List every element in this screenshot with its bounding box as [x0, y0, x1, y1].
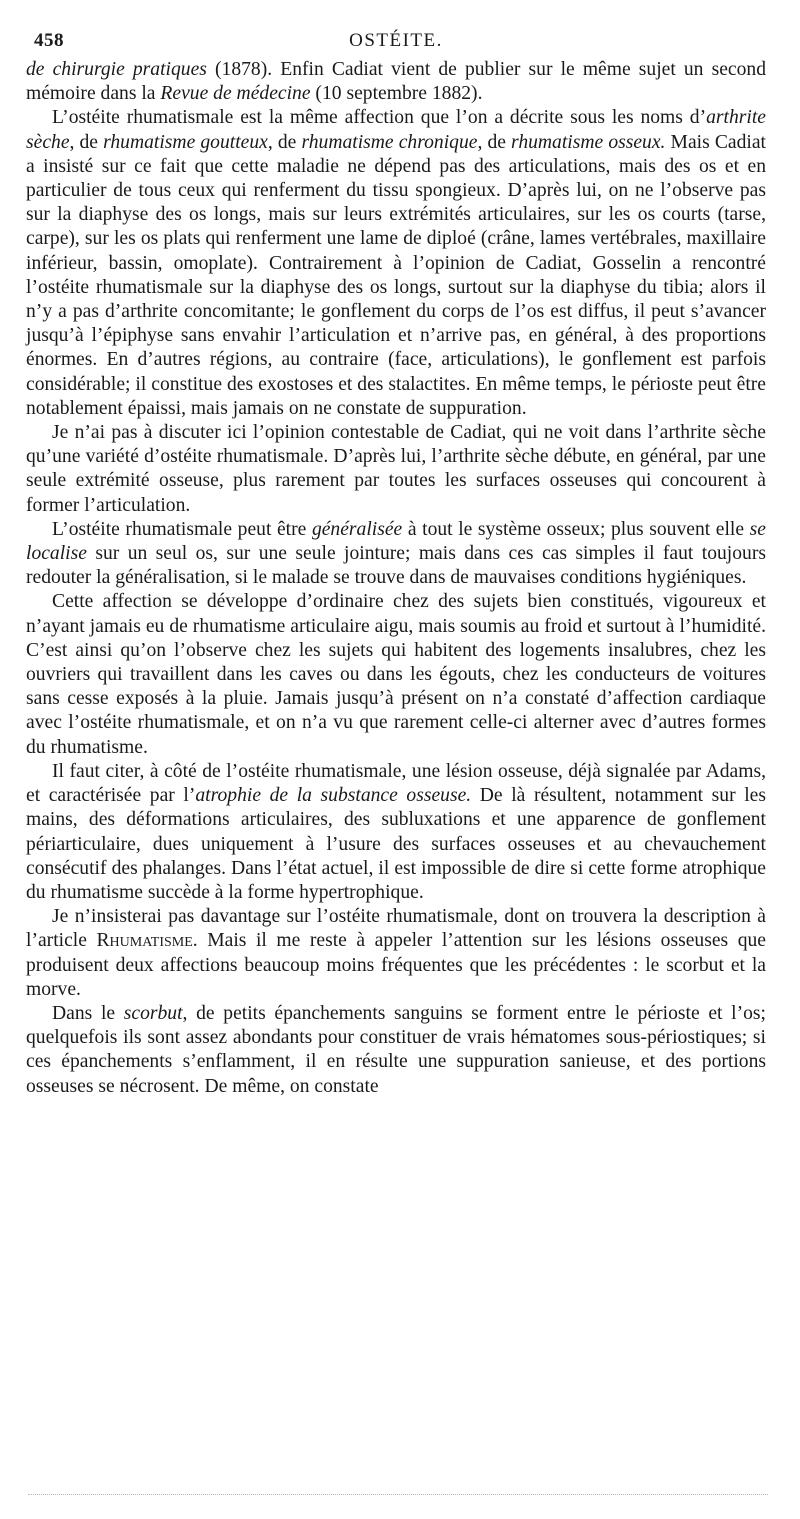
text-run: sur un seul os, sur une seule jointure; mais dans ces cas simples il faut toujours redouter la généralisation, si le malade se trouve dans de mauvaises conditions hygiéniques. — [26, 543, 766, 589]
italic-text: arthrite sèche — [26, 107, 766, 153]
book-page — [26, 30, 766, 1099]
paragraph — [26, 421, 766, 518]
italic-text: scorbut — [123, 1002, 183, 1024]
text-run: (1878). Enfin Cadiat vient de publier sur le même sujet un second mémoire dans la — [26, 59, 766, 105]
text-run: Cette affection se développe d’ordinaire chez des sujets bien constitués, vigoureux et n’ayant jamais eu de rhumatisme articulaire aigu, mais soumis au froid et surtout à l’humidité. C’est ainsi qu’on l’observe chez les sujets qui habitent des logements insalubres, chez les ouvriers qui travaillent dans les caves ou dans les égouts, chez les conducteurs de voitures sans cesse exposés à la pluie. Jamais jusqu’à présent on n’a constaté d’affection cardiaque avec l’ostéite rhumatismale, et on n’a vu que rarement celle-ci alterner avec d’autres formes du rhumatisme. — [26, 591, 766, 758]
italic-text: Revue de médecine — [160, 83, 311, 105]
text-run: Dans le — [52, 1002, 124, 1024]
text-run: . Mais il me reste à appeler l’attention sur les lésions osseuses que produisent deux affections beaucoup moins fréquentes que les précédentes : le scorbut et la morve. — [26, 930, 766, 1000]
text-run: Mais Cadiat a insisté sur ce fait que cette maladie ne dépend pas des articulations, mais des os et en particulier de tous ceux qui renferment du tissu spongieux. D’après lui, on ne l’observe pas sur la diaphyse des os longs, mais sur leurs extrémités articulaires, sur les os courts (tarse, carpe), sur les os plats qui renferment une lame de diploé (crâne, lames vertébrales, maxillaire inférieur, bassin, omoplate). Contrairement à l’opinion de Cadiat, Gosselin a rencontré l’ostéite rhumatismale sur la diaphyse des os longs, surtout sur la diaphyse du tibia; alors il n’y a pas d’arthrite concomitante; le gonflement du corps de l’os est diffus, il peut s’avancer jusqu’à l’épiphyse sans envahir l’articulation et n’arrive pas, en général, à des proportions énormes. En d’autres régions, au contraire (face, articulations), le gonflement est parfois considérable; il constitue des exostoses et des stalactites. En même temps, le périoste peut être notablement épaissi, mais jamais on ne constate de suppuration. — [26, 131, 766, 419]
small-caps-text: Rhumatisme — [96, 930, 193, 952]
italic-text: rhumatisme osseux. — [511, 131, 666, 153]
running-title: OSTÉITE. — [349, 30, 443, 51]
paragraph — [26, 590, 766, 759]
paragraph — [26, 1002, 766, 1099]
page-number: 458 — [34, 30, 64, 51]
italic-text: atrophie de la substance osseuse. — [195, 785, 472, 807]
paragraph — [26, 518, 766, 591]
paragraph — [26, 760, 766, 905]
text-run: Je n’insisterai pas davantage sur l’ostéite rhumatismale, dont on trouvera la description à l’article — [26, 906, 766, 952]
text-run: De là résultent, notamment sur les mains, des déformations articulaires, des subluxations et une apparence de gonflement périarticulaire, dues uniquement à l’usure des surfaces osseuses et au chevauchement consécutif des phalanges. Dans l’état actuel, il est impossible de dire si cette forme atrophique du rhumatisme succède à la forme hypertrophique. — [26, 785, 766, 903]
paragraph — [26, 905, 766, 1002]
text-run: , de — [477, 131, 512, 153]
italic-text: généralisée — [311, 518, 403, 540]
text-run: L’ostéite rhumatismale peut être — [52, 518, 312, 540]
text-run: L’ostéite rhumatismale est la même affection que l’on a décrite sous les noms d’ — [52, 107, 707, 129]
paragraph — [26, 106, 766, 421]
body-text — [26, 58, 766, 1099]
text-run: , de — [69, 131, 104, 153]
text-run: à tout le système osseux; plus souvent elle — [402, 518, 750, 540]
running-head — [26, 30, 766, 58]
text-run: Il faut citer, à côté de l’ostéite rhumatismale, une lésion osseuse, déjà signalée par Adams, et caractérisée par l’ — [26, 760, 766, 807]
text-run: , de — [267, 131, 302, 153]
text-run: Je n’ai pas à discuter ici l’opinion contestable de Cadiat, qui ne voit dans l’arthrite sèche qu’une variété d’ostéite rhumatismale. D’après lui, l’arthrite sèche débute, en général, par une seule extrémité osseuse, plus rarement par toutes les surfaces osseuses qui concourent à former l’articulation. — [26, 422, 766, 516]
italic-text: se localise — [26, 518, 766, 565]
paragraph — [26, 58, 766, 106]
text-run: , de petits épanchements sanguins se forment entre le périoste et l’os; quelquefois ils sont assez abondants pour constituer de vrais hématomes sous-périostiques; si ces épanchements s’enflamment, il en résulte une suppuration sanieuse, et des portions osseuses se nécrosent. De même, on constate — [26, 1002, 766, 1097]
text-run: (10 septembre 1882). — [310, 83, 483, 105]
italic-text: de chirurgie pratiques — [26, 59, 207, 80]
italic-text: rhumatisme chronique — [301, 131, 478, 153]
italic-text: rhumatisme goutteux — [103, 131, 268, 153]
page-bottom-rule — [28, 1494, 768, 1495]
